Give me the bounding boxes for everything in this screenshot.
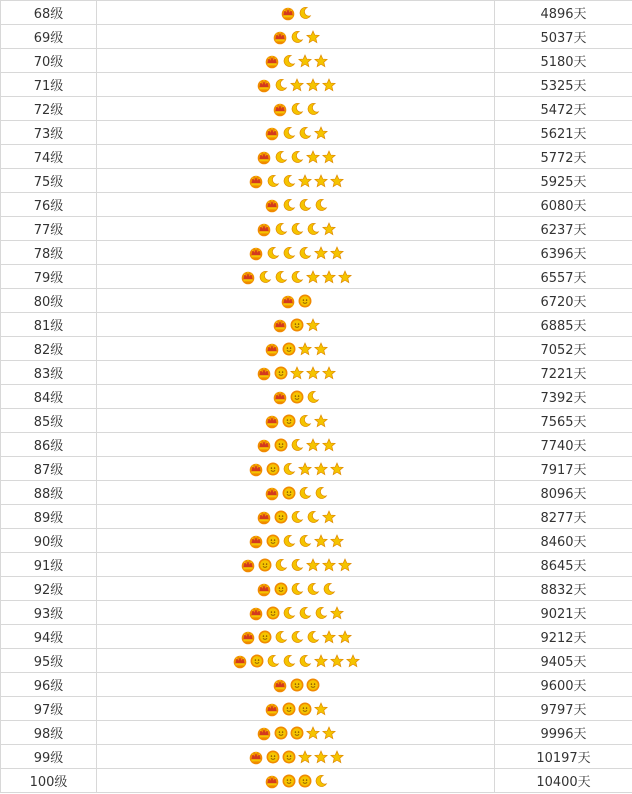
moon-icon (314, 198, 328, 212)
sun-icon (298, 294, 312, 308)
days-cell: 6237天 (495, 217, 632, 241)
table-row (1, 1, 632, 25)
sun-icon (298, 774, 312, 788)
star-icon (322, 222, 336, 236)
moon-icon (306, 390, 320, 404)
level-cell: 82级 (1, 337, 97, 361)
days-cell: 8277天 (495, 505, 632, 529)
moon-icon (258, 270, 272, 284)
moon-icon (298, 246, 312, 260)
sun-icon (274, 438, 288, 452)
moon-icon (298, 6, 312, 20)
sun-icon (266, 750, 280, 764)
star-icon (330, 606, 344, 620)
moon-icon (282, 246, 296, 260)
level-cell: 68级 (1, 1, 97, 25)
star-icon (330, 534, 344, 548)
level-icons-cell (97, 241, 495, 265)
level-cell: 85级 (1, 409, 97, 433)
level-icons-cell (97, 673, 495, 697)
level-icons-cell (97, 361, 495, 385)
moon-icon (290, 102, 304, 116)
sun-icon (250, 654, 264, 668)
level-icons-cell (97, 313, 495, 337)
days-cell: 10400天 (495, 769, 632, 793)
table-row (1, 313, 632, 337)
star-icon (330, 654, 344, 668)
days-cell: 6396天 (495, 241, 632, 265)
level-icons-cell (97, 481, 495, 505)
crown-icon (248, 749, 264, 765)
moon-icon (282, 54, 296, 68)
level-cell: 88级 (1, 481, 97, 505)
level-cell: 90级 (1, 529, 97, 553)
moon-icon (314, 606, 328, 620)
level-cell: 73级 (1, 121, 97, 145)
table-row (1, 769, 632, 793)
days-cell: 5621天 (495, 121, 632, 145)
sun-icon (274, 366, 288, 380)
table-row (1, 145, 632, 169)
table-row (1, 361, 632, 385)
level-icons-cell (97, 97, 495, 121)
moon-icon (298, 606, 312, 620)
star-icon (306, 726, 320, 740)
crown-icon (264, 485, 280, 501)
table-row (1, 697, 632, 721)
star-icon (322, 270, 336, 284)
star-icon (314, 654, 328, 668)
moon-icon (274, 150, 288, 164)
table-row (1, 577, 632, 601)
level-cell: 71级 (1, 73, 97, 97)
level-cell: 96级 (1, 673, 97, 697)
star-icon (314, 174, 328, 188)
star-icon (346, 654, 360, 668)
star-icon (306, 438, 320, 452)
days-cell: 7392天 (495, 385, 632, 409)
days-cell: 9405天 (495, 649, 632, 673)
crown-icon (264, 773, 280, 789)
star-icon (306, 366, 320, 380)
table-row (1, 289, 632, 313)
crown-icon (248, 533, 264, 549)
moon-icon (290, 150, 304, 164)
moon-icon (298, 486, 312, 500)
star-icon (314, 246, 328, 260)
moon-icon (274, 558, 288, 572)
level-icons-cell (97, 121, 495, 145)
days-cell: 7740天 (495, 433, 632, 457)
sun-icon (282, 702, 296, 716)
moon-icon (306, 630, 320, 644)
crown-icon (272, 29, 288, 45)
moon-icon (274, 222, 288, 236)
sun-icon (282, 750, 296, 764)
star-icon (314, 702, 328, 716)
level-cell: 87级 (1, 457, 97, 481)
level-cell: 91级 (1, 553, 97, 577)
star-icon (322, 366, 336, 380)
star-icon (306, 78, 320, 92)
table-row (1, 529, 632, 553)
table-row (1, 217, 632, 241)
level-icons-cell (97, 577, 495, 601)
crown-icon (256, 149, 272, 165)
level-icons-cell (97, 457, 495, 481)
crown-icon (256, 509, 272, 525)
sun-icon (282, 342, 296, 356)
level-cell: 74级 (1, 145, 97, 169)
sun-icon (274, 510, 288, 524)
level-cell: 89级 (1, 505, 97, 529)
days-cell: 6557天 (495, 265, 632, 289)
moon-icon (306, 222, 320, 236)
level-icons-cell (97, 145, 495, 169)
level-cell: 77级 (1, 217, 97, 241)
crown-icon (256, 365, 272, 381)
days-cell: 5772天 (495, 145, 632, 169)
moon-icon (306, 582, 320, 596)
days-cell: 9797天 (495, 697, 632, 721)
sun-icon (290, 318, 304, 332)
level-icons-cell (97, 697, 495, 721)
table-row (1, 481, 632, 505)
crown-icon (272, 101, 288, 117)
days-cell: 9021天 (495, 601, 632, 625)
days-cell: 8096天 (495, 481, 632, 505)
level-icons-cell (97, 433, 495, 457)
star-icon (314, 54, 328, 68)
moon-icon (290, 630, 304, 644)
days-cell: 6080天 (495, 193, 632, 217)
table-row (1, 457, 632, 481)
crown-icon (272, 317, 288, 333)
table-row (1, 241, 632, 265)
star-icon (306, 30, 320, 44)
sun-icon (266, 462, 280, 476)
moon-icon (266, 174, 280, 188)
level-cell: 93级 (1, 601, 97, 625)
star-icon (306, 150, 320, 164)
star-icon (330, 246, 344, 260)
level-cell: 75级 (1, 169, 97, 193)
level-icons-cell (97, 385, 495, 409)
moon-icon (290, 438, 304, 452)
table-row (1, 409, 632, 433)
table-row (1, 25, 632, 49)
moon-icon (274, 78, 288, 92)
crown-icon (248, 173, 264, 189)
level-cell: 99级 (1, 745, 97, 769)
table-row (1, 121, 632, 145)
days-cell: 7917天 (495, 457, 632, 481)
days-cell: 7565天 (495, 409, 632, 433)
table-row (1, 745, 632, 769)
level-icons-cell (97, 721, 495, 745)
table-row (1, 553, 632, 577)
moon-icon (290, 510, 304, 524)
moon-icon (266, 246, 280, 260)
crown-icon (248, 245, 264, 261)
level-cell: 81级 (1, 313, 97, 337)
level-icons-cell (97, 217, 495, 241)
table-row (1, 49, 632, 73)
star-icon (338, 630, 352, 644)
moon-icon (282, 606, 296, 620)
days-cell: 4896天 (495, 1, 632, 25)
star-icon (330, 750, 344, 764)
days-cell: 9996天 (495, 721, 632, 745)
moon-icon (282, 126, 296, 140)
moon-icon (274, 270, 288, 284)
sun-icon (282, 774, 296, 788)
table-row (1, 193, 632, 217)
star-icon (298, 54, 312, 68)
table-row (1, 433, 632, 457)
moon-icon (290, 270, 304, 284)
level-icons-cell (97, 769, 495, 793)
days-cell: 8832天 (495, 577, 632, 601)
sun-icon (266, 606, 280, 620)
moon-icon (274, 630, 288, 644)
crown-icon (264, 341, 280, 357)
level-icons-cell (97, 73, 495, 97)
level-cell: 72级 (1, 97, 97, 121)
sun-icon (258, 558, 272, 572)
moon-icon (282, 198, 296, 212)
days-cell: 7052天 (495, 337, 632, 361)
days-cell: 9600天 (495, 673, 632, 697)
table-row (1, 265, 632, 289)
moon-icon (282, 534, 296, 548)
crown-icon (280, 5, 296, 21)
days-cell: 9212天 (495, 625, 632, 649)
star-icon (322, 726, 336, 740)
level-icons-cell (97, 505, 495, 529)
crown-icon (256, 437, 272, 453)
level-cell: 84级 (1, 385, 97, 409)
level-icons-cell (97, 745, 495, 769)
crown-icon (256, 221, 272, 237)
moon-icon (266, 654, 280, 668)
table-row (1, 73, 632, 97)
sun-icon (306, 678, 320, 692)
level-icons-cell (97, 409, 495, 433)
days-cell: 8460天 (495, 529, 632, 553)
sun-icon (258, 630, 272, 644)
level-icons-cell (97, 193, 495, 217)
table-row (1, 721, 632, 745)
star-icon (314, 342, 328, 356)
level-cell: 100级 (1, 769, 97, 793)
sun-icon (290, 726, 304, 740)
level-icons-cell (97, 625, 495, 649)
level-icons-cell (97, 265, 495, 289)
sun-icon (290, 678, 304, 692)
days-cell: 5325天 (495, 73, 632, 97)
days-cell: 10197天 (495, 745, 632, 769)
sun-icon (290, 390, 304, 404)
crown-icon (264, 125, 280, 141)
crown-icon (280, 293, 296, 309)
days-cell: 6720天 (495, 289, 632, 313)
crown-icon (248, 461, 264, 477)
sun-icon (282, 414, 296, 428)
table-row (1, 97, 632, 121)
moon-icon (306, 102, 320, 116)
level-cell: 69级 (1, 25, 97, 49)
moon-icon (306, 510, 320, 524)
moon-icon (282, 462, 296, 476)
sun-icon (274, 726, 288, 740)
level-icons-cell (97, 649, 495, 673)
sun-icon (298, 702, 312, 716)
star-icon (290, 366, 304, 380)
star-icon (298, 462, 312, 476)
star-icon (298, 750, 312, 764)
level-cell: 97级 (1, 697, 97, 721)
moon-icon (290, 558, 304, 572)
star-icon (330, 462, 344, 476)
crown-icon (264, 701, 280, 717)
crown-icon (256, 77, 272, 93)
star-icon (322, 438, 336, 452)
star-icon (322, 558, 336, 572)
level-cell: 95级 (1, 649, 97, 673)
level-icons-cell (97, 289, 495, 313)
star-icon (330, 174, 344, 188)
level-icons-cell (97, 49, 495, 73)
star-icon (306, 318, 320, 332)
star-icon (314, 126, 328, 140)
table-row (1, 649, 632, 673)
level-icons-cell (97, 601, 495, 625)
moon-icon (282, 654, 296, 668)
star-icon (322, 510, 336, 524)
moon-icon (298, 126, 312, 140)
level-icons-cell (97, 553, 495, 577)
level-cell: 79级 (1, 265, 97, 289)
moon-icon (298, 534, 312, 548)
table-row (1, 337, 632, 361)
star-icon (322, 78, 336, 92)
table-row (1, 169, 632, 193)
days-cell: 8645天 (495, 553, 632, 577)
days-cell: 5925天 (495, 169, 632, 193)
moon-icon (282, 174, 296, 188)
crown-icon (240, 557, 256, 573)
crown-icon (256, 581, 272, 597)
table-row (1, 505, 632, 529)
level-cell: 76级 (1, 193, 97, 217)
moon-icon (298, 414, 312, 428)
star-icon (306, 270, 320, 284)
sun-icon (282, 486, 296, 500)
moon-icon (290, 582, 304, 596)
level-table-body (1, 1, 632, 793)
star-icon (298, 342, 312, 356)
level-icons-cell (97, 529, 495, 553)
level-cell: 98级 (1, 721, 97, 745)
crown-icon (272, 677, 288, 693)
days-cell: 5472天 (495, 97, 632, 121)
star-icon (314, 414, 328, 428)
moon-icon (290, 222, 304, 236)
level-cell: 80级 (1, 289, 97, 313)
star-icon (322, 630, 336, 644)
moon-icon (290, 30, 304, 44)
crown-icon (240, 629, 256, 645)
moon-icon (314, 486, 328, 500)
crown-icon (256, 725, 272, 741)
level-cell: 70级 (1, 49, 97, 73)
sun-icon (266, 534, 280, 548)
crown-icon (232, 653, 248, 669)
days-cell: 5180天 (495, 49, 632, 73)
star-icon (314, 750, 328, 764)
table-row (1, 601, 632, 625)
level-cell: 83级 (1, 361, 97, 385)
crown-icon (264, 197, 280, 213)
level-icons-cell (97, 25, 495, 49)
moon-icon (298, 198, 312, 212)
moon-icon (314, 774, 328, 788)
moon-icon (298, 654, 312, 668)
level-icons-cell (97, 337, 495, 361)
crown-icon (272, 389, 288, 405)
crown-icon (264, 53, 280, 69)
level-cell: 94级 (1, 625, 97, 649)
star-icon (322, 150, 336, 164)
level-icons-cell (97, 1, 495, 25)
sun-icon (274, 582, 288, 596)
star-icon (338, 270, 352, 284)
moon-icon (322, 582, 336, 596)
days-cell: 5037天 (495, 25, 632, 49)
level-cell: 92级 (1, 577, 97, 601)
level-icons-cell (97, 169, 495, 193)
star-icon (298, 174, 312, 188)
crown-icon (248, 605, 264, 621)
crown-icon (240, 269, 256, 285)
star-icon (314, 534, 328, 548)
level-cell: 78级 (1, 241, 97, 265)
level-cell: 86级 (1, 433, 97, 457)
days-cell: 7221天 (495, 361, 632, 385)
table-row (1, 625, 632, 649)
star-icon (314, 462, 328, 476)
star-icon (338, 558, 352, 572)
star-icon (306, 558, 320, 572)
table-row (1, 673, 632, 697)
star-icon (290, 78, 304, 92)
days-cell: 6885天 (495, 313, 632, 337)
table-row (1, 385, 632, 409)
crown-icon (264, 413, 280, 429)
